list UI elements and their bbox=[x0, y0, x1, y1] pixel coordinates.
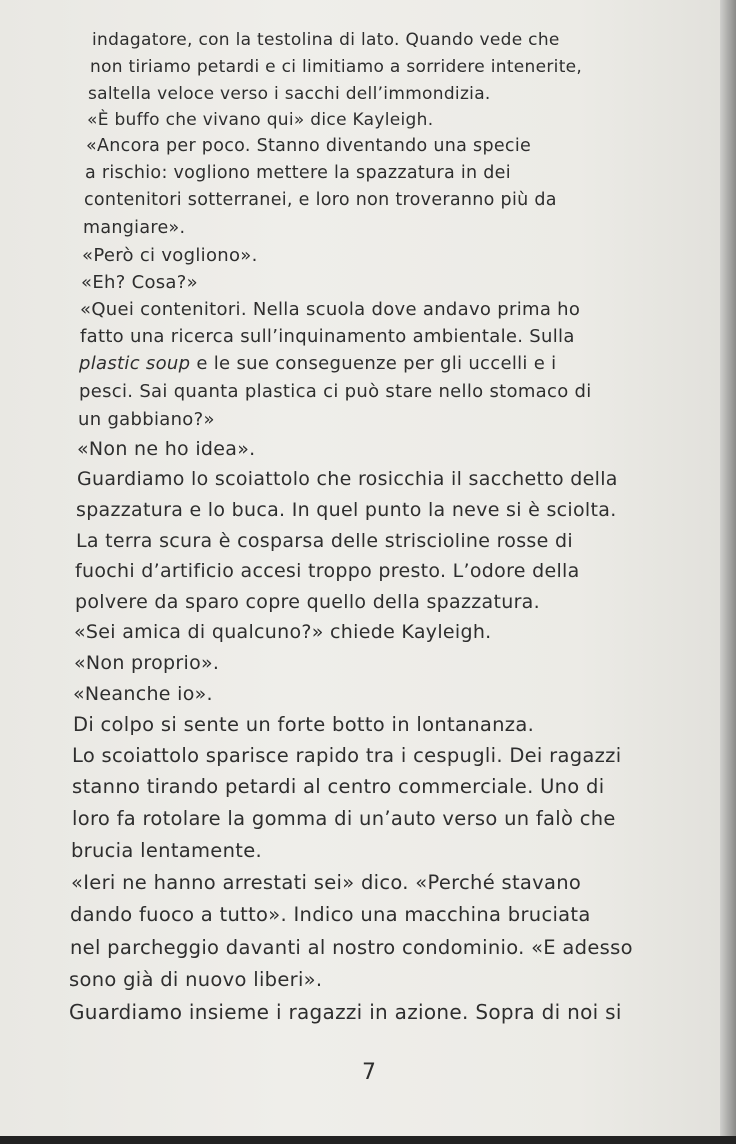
text-line: Lo scoiattolo sparisce rapido tra i cespugli. Dei ragazzi bbox=[72, 744, 622, 767]
text-line: Di colpo si sente un forte botto in lontananza. bbox=[73, 713, 535, 736]
text-line: «Ieri ne hanno arrestati sei» dico. «Perché stavano bbox=[71, 871, 582, 894]
text-line: «Non ne ho idea». bbox=[77, 438, 256, 460]
text-line: «È buffo che vivano qui» dice Kayleigh. bbox=[87, 110, 434, 130]
text-line: stanno tirando petardi al centro commerciale. Uno di bbox=[72, 775, 605, 798]
text-line: pesci. Sai quanta plastica ci può stare nello stomaco di bbox=[79, 381, 592, 402]
page-number: 7 bbox=[362, 1060, 376, 1085]
text-line: «Però ci vogliono». bbox=[82, 245, 258, 266]
text-line: non tiriamo petardi e ci limitiamo a sorridere intenerite, bbox=[90, 57, 583, 77]
text-line: nel parcheggio davanti al nostro condominio. «E adesso bbox=[70, 936, 633, 959]
text-line: Guardiamo insieme i ragazzi in azione. Sopra di noi si bbox=[69, 1000, 622, 1024]
text-line: mangiare». bbox=[83, 218, 186, 238]
text-line: Guardiamo lo scoiattolo che rosicchia il sacchetto della bbox=[77, 468, 618, 490]
text-line: La terra scura è cosparsa delle striscioline rosse di bbox=[76, 530, 573, 552]
text-line: «Sei amica di qualcuno?» chiede Kayleigh. bbox=[74, 621, 492, 643]
text-line: sono già di nuovo liberi». bbox=[69, 968, 323, 991]
text-line: plastic soup e le sue conseguenze per gli uccelli e i bbox=[79, 353, 557, 374]
text-line: «Eh? Cosa?» bbox=[81, 272, 198, 293]
text-line: fatto una ricerca sull’inquinamento ambientale. Sulla bbox=[80, 326, 575, 347]
text-line: un gabbiano?» bbox=[78, 409, 215, 430]
text-line: indagatore, con la testolina di lato. Quando vede che bbox=[92, 30, 560, 50]
text-line: dando fuoco a tutto». Indico una macchina bruciata bbox=[70, 903, 591, 926]
text-line: «Non proprio». bbox=[74, 652, 220, 674]
text-line: «Quei contenitori. Nella scuola dove andavo prima ho bbox=[80, 299, 581, 320]
text-line: polvere da sparo copre quello della spazzatura. bbox=[75, 591, 540, 613]
italic-term: plastic soup bbox=[79, 353, 191, 374]
text-line: spazzatura e lo buca. In quel punto la neve si è sciolta. bbox=[76, 499, 617, 521]
text-line: «Ancora per poco. Stanno diventando una specie bbox=[86, 136, 532, 156]
text-line: brucia lentamente. bbox=[71, 839, 263, 862]
bottom-edge bbox=[0, 1136, 736, 1144]
text-line: loro fa rotolare la gomma di un’auto verso un falò che bbox=[72, 807, 616, 830]
page-edge-shadow bbox=[720, 0, 736, 1144]
text-line: «Neanche io». bbox=[73, 683, 213, 705]
text-line: saltella veloce verso i sacchi dell’immondizia. bbox=[88, 84, 491, 104]
text-line: a rischio: vogliono mettere la spazzatura in dei bbox=[85, 163, 511, 183]
text-line: contenitori sotterranei, e loro non troveranno più da bbox=[84, 190, 557, 210]
text-line: fuochi d’artificio accesi troppo presto. L’odore della bbox=[75, 560, 580, 582]
